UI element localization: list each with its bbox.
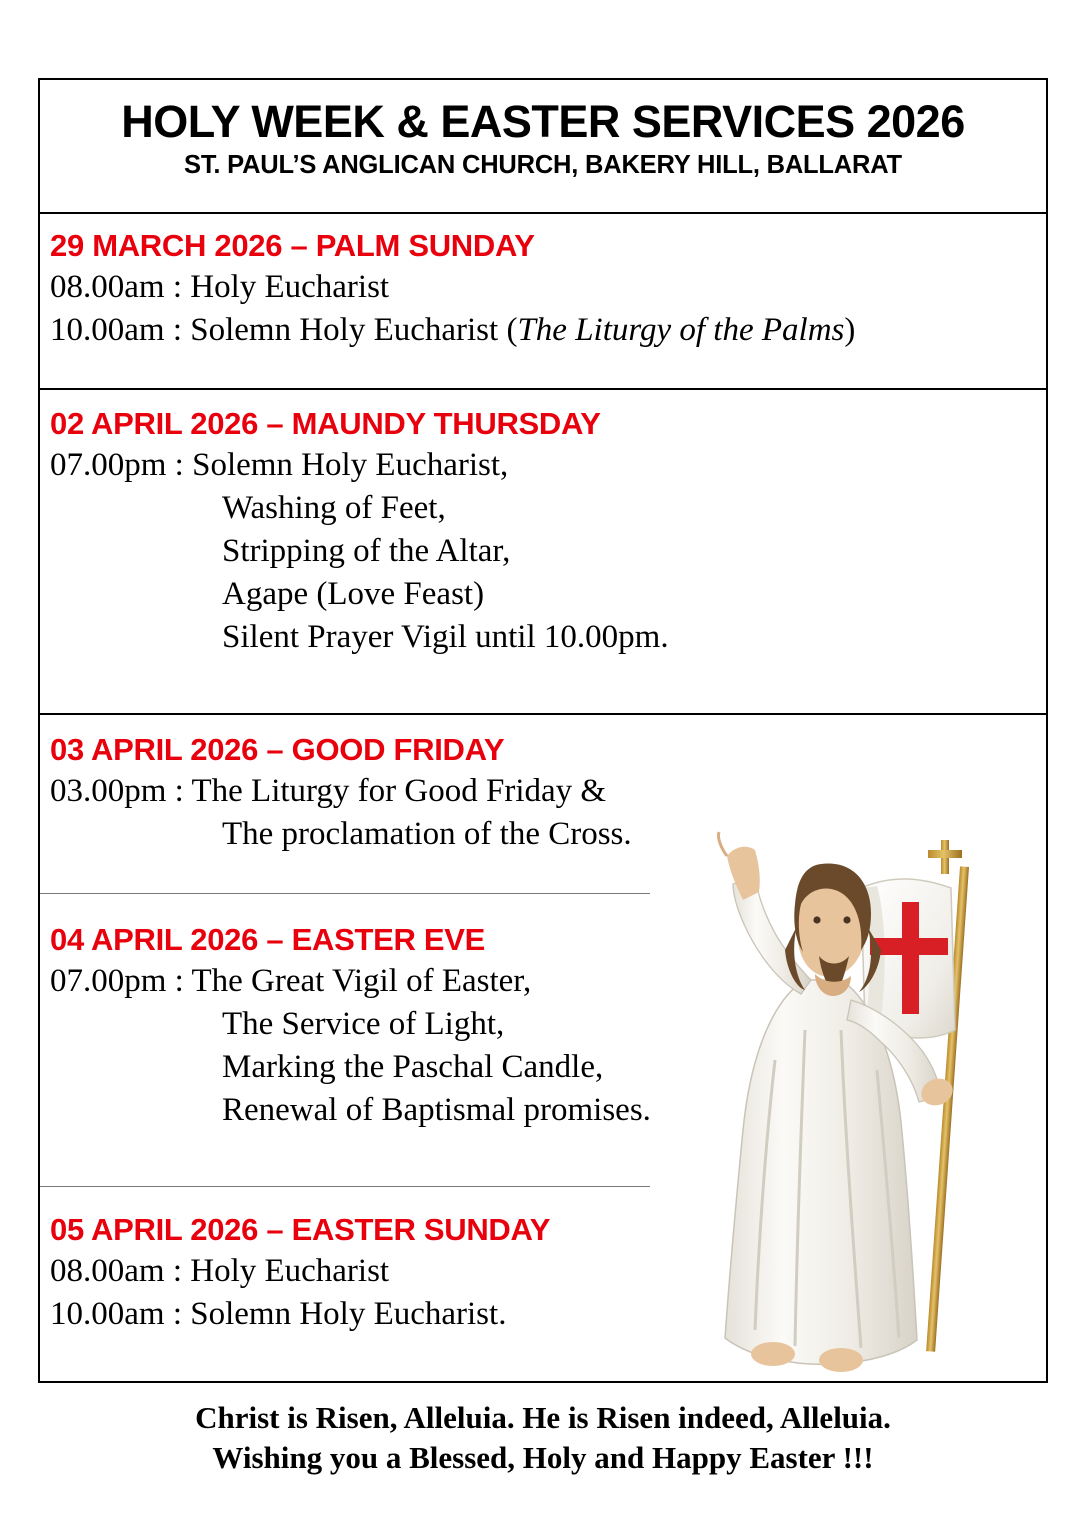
section-title: 04 APRIL 2026 – EASTER EVE	[50, 922, 486, 957]
service-line-text: 10.00am : Solemn Holy Eucharist (	[50, 311, 518, 348]
service-line: The proclamation of the Cross.	[222, 815, 632, 852]
service-line: Washing of Feet,	[222, 489, 446, 526]
section-divider-short	[40, 893, 650, 894]
risen-christ-illustration	[655, 830, 1035, 1390]
section-divider	[40, 388, 1046, 390]
section-maundy-thursday	[40, 406, 1046, 658]
service-line: Silent Prayer Vigil until 10.00pm.	[222, 618, 669, 655]
page-subtitle: ST. PAUL’S ANGLICAN CHURCH, BAKERY HILL, BALLARAT	[184, 151, 902, 180]
section-title: 03 APRIL 2026 – GOOD FRIDAY	[50, 732, 505, 767]
poster-header	[40, 80, 1046, 191]
service-line: 08.00am : Holy Eucharist	[50, 1253, 390, 1289]
section-divider	[40, 713, 1046, 715]
service-line: Stripping of the Altar,	[222, 532, 511, 569]
service-line: Marking the Paschal Candle,	[222, 1048, 604, 1085]
footer-line-2: Wishing you a Blessed, Holy and Happy Easter !!!	[212, 1439, 874, 1475]
service-line: 03.00pm : The Liturgy for Good Friday &	[50, 773, 607, 809]
service-line-tail: )	[844, 311, 856, 348]
section-title: 02 APRIL 2026 – MAUNDY THURSDAY	[50, 406, 601, 441]
service-line-italic: The Liturgy of the Palms	[517, 311, 845, 348]
service-line: The Service of Light,	[222, 1005, 505, 1042]
page-title: HOLY WEEK & EASTER SERVICES 2026	[121, 96, 965, 147]
service-line: Renewal of Baptismal promises.	[222, 1091, 651, 1128]
service-line: 07.00pm : The Great Vigil of Easter,	[50, 963, 532, 999]
service-line: 10.00am : Solemn Holy Eucharist.	[50, 1295, 507, 1332]
section-palm-sunday	[40, 228, 1046, 352]
section-divider-short	[40, 1186, 650, 1187]
section-title: 29 MARCH 2026 – PALM SUNDAY	[50, 228, 535, 263]
service-line	[50, 309, 1046, 352]
footer-line-1: Christ is Risen, Alleluia. He is Risen indeed, Alleluia.	[195, 1400, 891, 1435]
service-line: Agape (Love Feast)	[222, 575, 485, 612]
header-divider	[40, 212, 1046, 214]
service-line: 07.00pm : Solemn Holy Eucharist,	[50, 447, 509, 483]
service-line: 08.00am : Holy Eucharist	[50, 269, 390, 305]
section-title: 05 APRIL 2026 – EASTER SUNDAY	[50, 1212, 551, 1247]
poster-footer	[38, 1398, 1048, 1477]
